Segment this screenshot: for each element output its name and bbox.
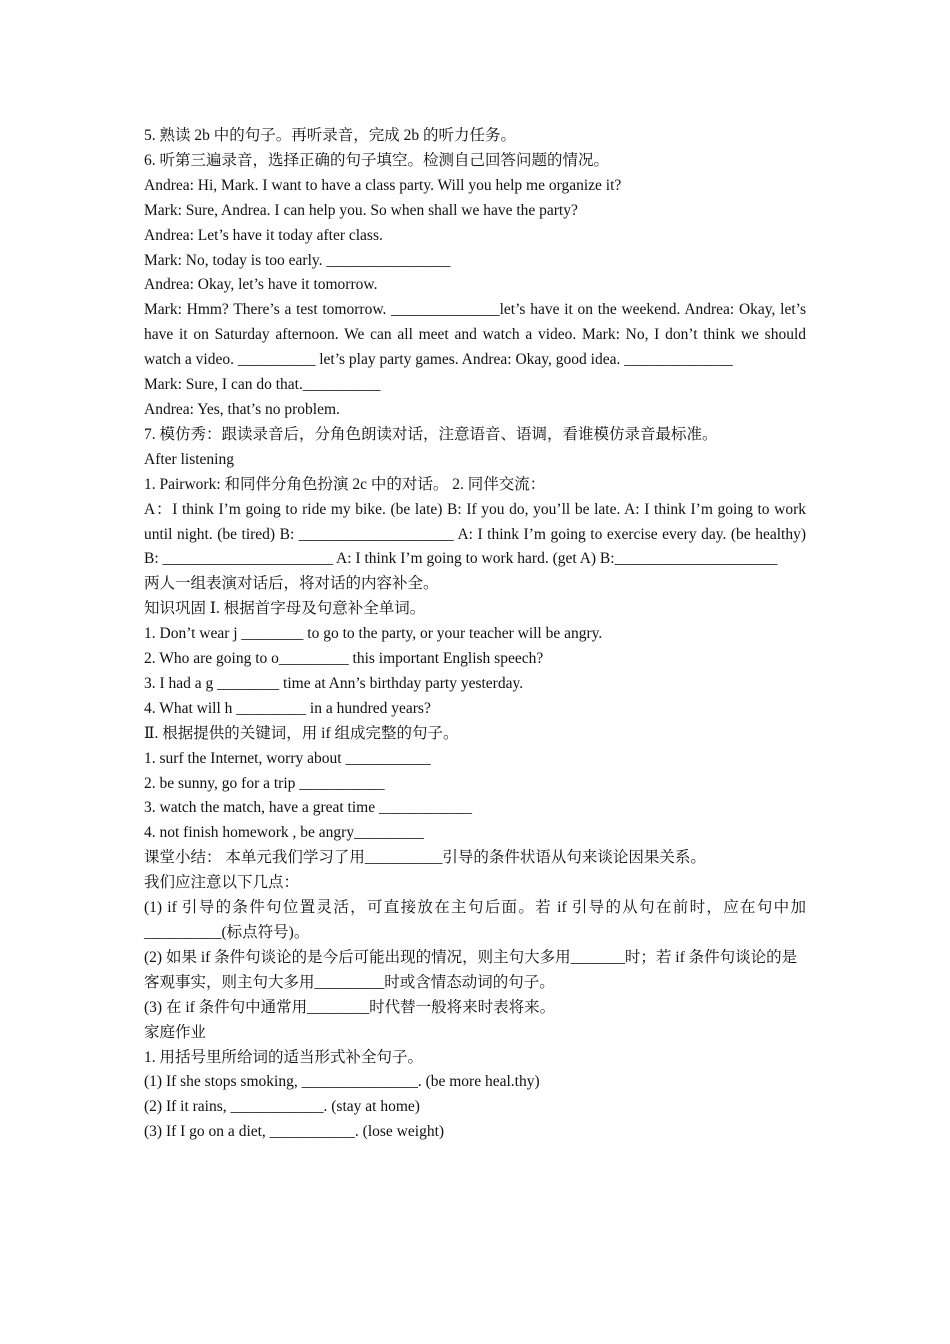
- text-line: 5. 熟读 2b 中的句子。再听录音，完成 2b 的听力任务。: [144, 127, 517, 144]
- text-line: Mark: No, today is too early. ________________: [144, 251, 451, 269]
- text-line: 1. surf the Internet, worry about ___________: [144, 749, 431, 767]
- text-line: 6. 听第三遍录音，选择正确的句子填空。检测自己回答问题的情况。: [144, 151, 610, 169]
- text-line: 2. be sunny, go for a trip ___________: [144, 774, 385, 792]
- text-line: 2. Who are going to o_________ this important English speech?: [144, 650, 544, 668]
- text-line: 4. not finish homework , be angry_________: [144, 824, 424, 842]
- text-line: 1. Pairwork: 和同伴分角色扮演 2c 中的对话。 2. 同伴交流：: [144, 475, 546, 493]
- text-line: 知识巩固 Ⅰ. 根据首字母及句意补全单词。: [144, 600, 426, 618]
- dialogue-paragraph: Mark: Hmm? There’s a test tomorrow. ______________let’s have it on the weekend. Andrea: Okay, let’s have it on Saturday afternoon. We can all meet and watch a video. Mark: No, I don’t think we should watch a video. __________ let’s play party games. Andrea: Okay, good idea. ______________: [144, 301, 806, 369]
- text-line: 7. 模仿秀：跟读录音后，分角色朗读对话，注意语音、语调，看谁模仿录音最标准。: [144, 425, 718, 443]
- text-line: (3) If I go on a diet, ___________. (lose weight): [144, 1123, 445, 1141]
- document-page: [144, 124, 806, 1145]
- text-line: (3) 在 if 条件句中通常用________时代替一般将来时表将来。: [144, 998, 556, 1016]
- text-line: 1. 用括号里所给词的适当形式补全句子。: [144, 1048, 424, 1066]
- text-line: 1. Don’t wear j ________ to go to the party, or your teacher will be angry.: [144, 625, 603, 643]
- text-line: Andrea: Hi, Mark. I want to have a class party. Will you help me organize it?: [144, 176, 622, 194]
- text-line: (1) If she stops smoking, _______________. (be more heal.thy): [144, 1073, 540, 1091]
- text-line: 3. watch the match, have a great time ____________: [144, 799, 472, 817]
- summary-point-2: (2) 如果 if 条件句谈论的是今后可能出现的情况，则主句大多用_______时；若 if 条件句谈论的是: [144, 948, 798, 966]
- text-line: Mark: Sure, Andrea. I can help you. So when shall we have the party?: [144, 201, 578, 219]
- text-line: Andrea: Yes, that’s no problem.: [144, 400, 340, 418]
- text-line: 家庭作业: [144, 1023, 207, 1041]
- text-line: 3. I had a g ________ time at Ann’s birthday party yesterday.: [144, 674, 524, 692]
- summary-point-1: (1) if 引导的条件句位置灵活，可直接放在主句后面。若 if 引导的从句在前时，应在句中加__________(标点符号)。: [144, 899, 806, 941]
- text-line: Andrea: Let’s have it today after class.: [144, 226, 383, 244]
- text-line: Ⅱ. 根据提供的关键词，用 if 组成完整的句子。: [144, 724, 459, 742]
- text-line: After listening: [144, 450, 234, 468]
- text-line: Mark: Sure, I can do that.__________: [144, 376, 381, 394]
- text-line: Andrea: Okay, let’s have it tomorrow.: [144, 276, 378, 294]
- pairwork-paragraph: A：I think I’m going to ride my bike. (be late) B: If you do, you’ll be late. A: I think I’m going to work until night. (be tired) B: ____________________ A: I think I’m going to exercise every day. (be healthy) B: ______________________ A: I think I’m going to work hard. (get A) B:_____________________: [144, 500, 806, 568]
- text-line: (2) If it rains, ____________. (stay at home): [144, 1098, 420, 1116]
- text-line: 客观事实，则主句大多用_________时或含情态动词的句子。: [144, 973, 555, 991]
- text-line: 4. What will h _________ in a hundred years?: [144, 699, 431, 717]
- text-line: 两人一组表演对话后，将对话的内容补全。: [144, 575, 439, 593]
- text-line: 课堂小结： 本单元我们学习了用__________引导的条件状语从句来谈论因果关系。: [144, 849, 706, 867]
- text-line: 我们应注意以下几点：: [144, 874, 300, 892]
